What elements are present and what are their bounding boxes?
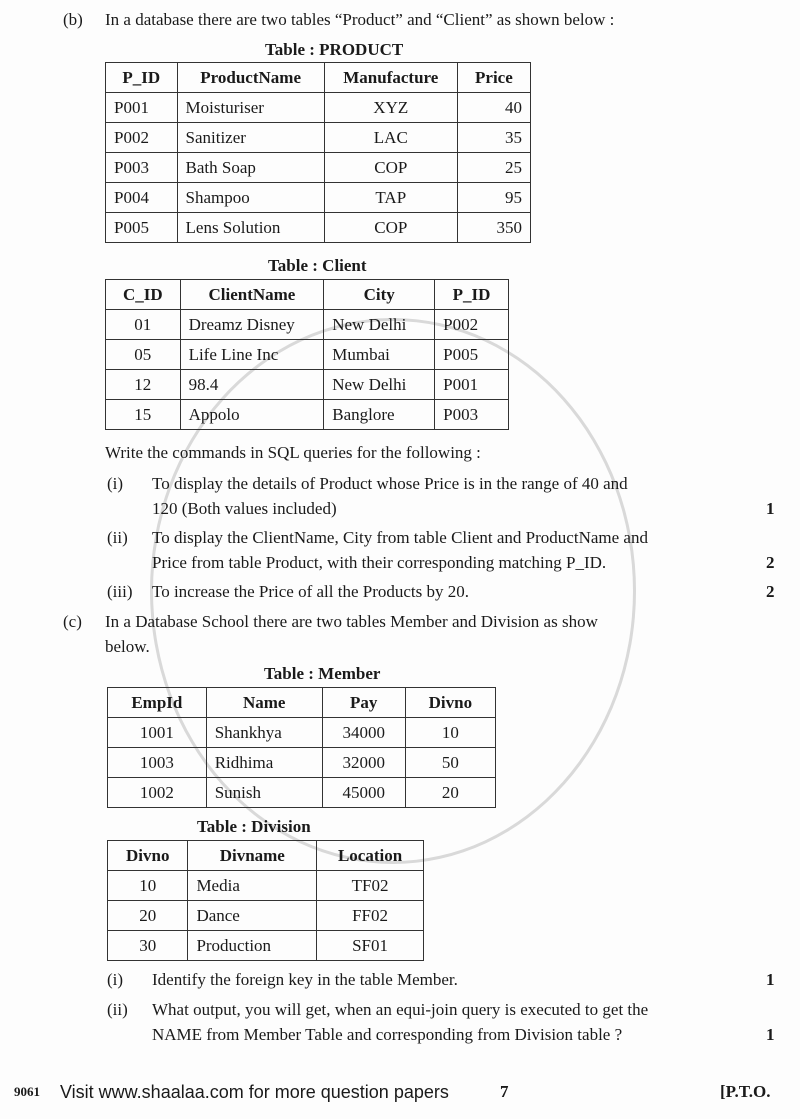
table-row	[106, 153, 531, 183]
table-cell: 1002	[108, 778, 207, 808]
marks: 1	[766, 1025, 775, 1044]
client-table-title: Table : Client	[268, 256, 367, 275]
table-cell: Production	[188, 931, 317, 961]
table-cell: 50	[405, 748, 495, 778]
question-c-label: (c)	[63, 612, 82, 631]
table-cell: TF02	[317, 871, 424, 901]
table-row	[108, 778, 496, 808]
column-header: P_ID	[106, 63, 178, 93]
table-cell: Shampoo	[177, 183, 324, 213]
pto-label: [P.T.O.	[720, 1082, 771, 1101]
table-cell: P001	[435, 370, 509, 400]
table-cell: Mumbai	[324, 340, 435, 370]
table-cell: Dreamz Disney	[180, 310, 324, 340]
question-b-label: (b)	[63, 10, 83, 29]
table-cell: P005	[435, 340, 509, 370]
table-cell: SF01	[317, 931, 424, 961]
table-row	[106, 310, 509, 340]
table-cell: Banglore	[324, 400, 435, 430]
table-cell: P002	[106, 123, 178, 153]
table-cell: P003	[435, 400, 509, 430]
product-table-title: Table : PRODUCT	[265, 40, 404, 59]
column-header: City	[324, 280, 435, 310]
table-row	[108, 718, 496, 748]
question-number: (ii)	[107, 528, 128, 547]
member-table-title: Table : Member	[264, 664, 381, 683]
table-cell: 30	[108, 931, 188, 961]
product-table	[105, 62, 531, 243]
table-row	[106, 123, 531, 153]
marks: 1	[766, 499, 775, 518]
paper-code: 9061	[14, 1084, 40, 1099]
table-cell: P002	[435, 310, 509, 340]
table-cell: 01	[106, 310, 181, 340]
table-cell: TAP	[324, 183, 457, 213]
table-cell: 35	[457, 123, 530, 153]
column-header: ProductName	[177, 63, 324, 93]
question-number: (i)	[107, 474, 124, 493]
marks: 1	[766, 970, 775, 989]
table-cell: P004	[106, 183, 178, 213]
question-text: To display the ClientName, City from table Client and ProductName and	[152, 528, 648, 547]
table-cell: 05	[106, 340, 181, 370]
marks: 2	[766, 553, 775, 572]
table-cell: 1003	[108, 748, 207, 778]
table-cell: 34000	[322, 718, 405, 748]
table-cell: P001	[106, 93, 178, 123]
question-text: NAME from Member Table and corresponding from Division table ?	[152, 1025, 623, 1044]
table-cell: P005	[106, 213, 178, 243]
question-text: What output, you will get, when an equi-join query is executed to get the	[152, 1000, 649, 1019]
question-number: (i)	[107, 970, 124, 989]
table-cell: Dance	[188, 901, 317, 931]
table-cell: 10	[405, 718, 495, 748]
table-cell: 20	[108, 901, 188, 931]
column-header: Manufacture	[324, 63, 457, 93]
question-number: (ii)	[107, 1000, 128, 1019]
question-text: To display the details of Product whose Price is in the range of 40 and	[152, 474, 628, 493]
header-row	[106, 280, 509, 310]
table-row	[108, 901, 424, 931]
table-cell: LAC	[324, 123, 457, 153]
column-header: Location	[317, 841, 424, 871]
table-cell: 32000	[322, 748, 405, 778]
column-header: P_ID	[435, 280, 509, 310]
division-table-title: Table : Division	[197, 817, 311, 836]
table-cell: Sunish	[206, 778, 322, 808]
column-header: ClientName	[180, 280, 324, 310]
table-cell: Appolo	[180, 400, 324, 430]
table-row	[108, 871, 424, 901]
table-row	[106, 183, 531, 213]
page-number: 7	[500, 1082, 509, 1101]
table-cell: COP	[324, 213, 457, 243]
column-header: EmpId	[108, 688, 207, 718]
table-cell: 45000	[322, 778, 405, 808]
question-text: Identify the foreign key in the table Member.	[152, 970, 458, 989]
column-header: C_ID	[106, 280, 181, 310]
table-cell: 98.4	[180, 370, 324, 400]
table-cell: Ridhima	[206, 748, 322, 778]
table-cell: 1001	[108, 718, 207, 748]
question-text: To increase the Price of all the Products by 20.	[152, 582, 469, 601]
table-row	[108, 748, 496, 778]
client-table	[105, 279, 509, 430]
table-cell: Sanitizer	[177, 123, 324, 153]
table-cell: Moisturiser	[177, 93, 324, 123]
question-text: Price from table Product, with their corresponding matching P_ID.	[152, 553, 607, 572]
question-c-intro-1: In a Database School there are two tables Member and Division as show	[105, 612, 598, 631]
table-cell: P003	[106, 153, 178, 183]
question-text: 120 (Both values included)	[152, 499, 337, 518]
table-cell: 15	[106, 400, 181, 430]
question-b-intro: In a database there are two tables “Product” and “Client” as shown below :	[105, 10, 615, 29]
header-row	[106, 63, 531, 93]
table-cell: Lens Solution	[177, 213, 324, 243]
column-header: Pay	[322, 688, 405, 718]
table-cell: 95	[457, 183, 530, 213]
table-cell: FF02	[317, 901, 424, 931]
member-table	[107, 687, 496, 808]
table-cell: Shankhya	[206, 718, 322, 748]
column-header: Divname	[188, 841, 317, 871]
table-cell: 350	[457, 213, 530, 243]
marks: 2	[766, 582, 775, 601]
table-row	[108, 931, 424, 961]
table-cell: 40	[457, 93, 530, 123]
table-row	[106, 213, 531, 243]
column-header: Price	[457, 63, 530, 93]
header-row	[108, 841, 424, 871]
table-row	[106, 340, 509, 370]
header-row	[108, 688, 496, 718]
table-cell: XYZ	[324, 93, 457, 123]
table-cell: Bath Soap	[177, 153, 324, 183]
table-row	[106, 93, 531, 123]
table-cell: 25	[457, 153, 530, 183]
column-header: Divno	[108, 841, 188, 871]
column-header: Divno	[405, 688, 495, 718]
table-cell: 12	[106, 370, 181, 400]
visit-link[interactable]: Visit www.shaalaa.com for more question papers	[60, 1082, 449, 1102]
column-header: Name	[206, 688, 322, 718]
table-cell: 20	[405, 778, 495, 808]
table-cell: New Delhi	[324, 370, 435, 400]
table-cell: 10	[108, 871, 188, 901]
sql-instruction: Write the commands in SQL queries for the following :	[105, 443, 481, 462]
table-cell: Life Line Inc	[180, 340, 324, 370]
table-cell: Media	[188, 871, 317, 901]
table-row	[106, 400, 509, 430]
division-table	[107, 840, 424, 961]
table-cell: New Delhi	[324, 310, 435, 340]
question-c-intro-2: below.	[105, 637, 150, 656]
table-row	[106, 370, 509, 400]
table-cell: COP	[324, 153, 457, 183]
question-number: (iii)	[107, 582, 133, 601]
